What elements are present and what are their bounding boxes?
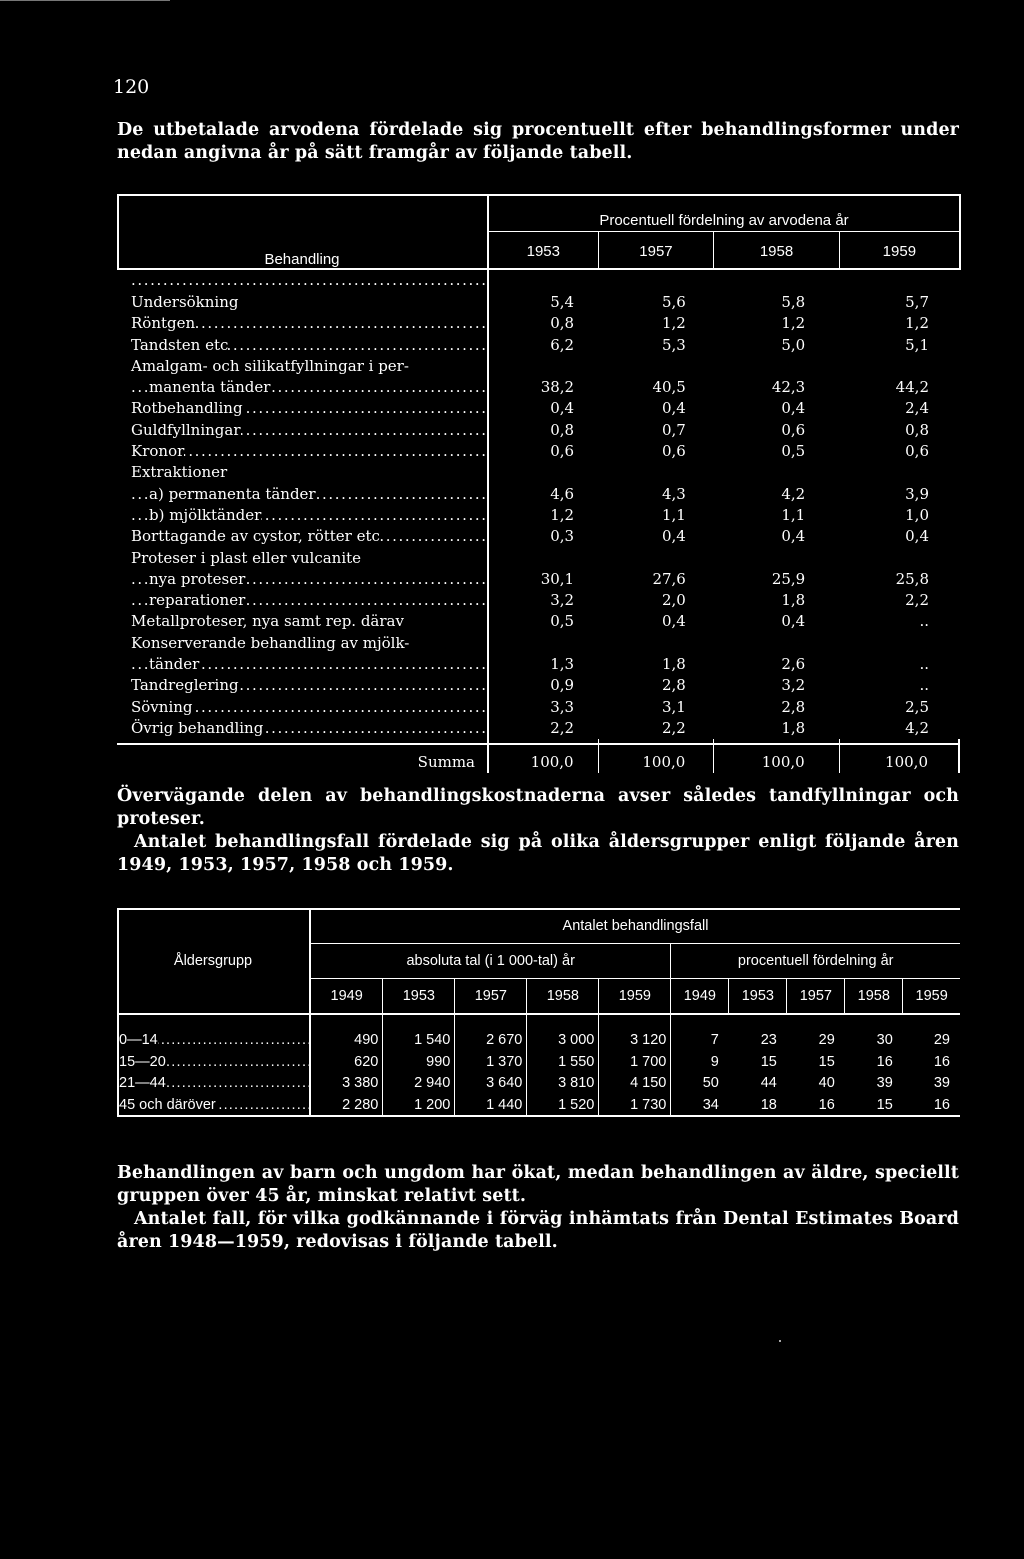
cell-value: .. bbox=[919, 612, 929, 631]
age-group-text: 21—44 bbox=[119, 1075, 166, 1092]
row-label bbox=[117, 335, 488, 356]
cell-value: 2,8 bbox=[661, 676, 686, 695]
age-group-text: 15—20 bbox=[119, 1053, 166, 1070]
row-label bbox=[117, 697, 488, 718]
percent-value: 16 bbox=[876, 1053, 893, 1070]
cell-value: 3,2 bbox=[550, 591, 575, 610]
cell-value bbox=[839, 462, 959, 483]
cell-value bbox=[839, 548, 959, 569]
cell-value: 25,9 bbox=[771, 569, 806, 588]
year-header: 1959 bbox=[882, 242, 917, 260]
percent-value: 29 bbox=[818, 1032, 835, 1048]
table-row bbox=[117, 313, 959, 334]
paragraph-text: Antalet behandlingsfall fördelade sig på olika åldersgrupper enligt följande åren 1949, 1953, 1957, 1958 och 1959. bbox=[117, 832, 959, 875]
cell-value: 1,8 bbox=[781, 591, 806, 610]
cell-value bbox=[839, 633, 959, 654]
paragraph-text: Övervägande delen av behandlingskostnaderna avser således tandfyllningar och proteser. bbox=[117, 786, 959, 829]
table-row bbox=[117, 548, 959, 569]
cell-value: 0,8 bbox=[905, 420, 929, 439]
row-label bbox=[117, 611, 488, 632]
percent-value: 50 bbox=[702, 1075, 719, 1092]
cell-value bbox=[839, 356, 959, 377]
table-row bbox=[117, 441, 959, 462]
row-label bbox=[117, 398, 488, 419]
cell-value: 2,4 bbox=[905, 399, 929, 418]
table-row bbox=[117, 356, 959, 377]
cell-value: 2,0 bbox=[661, 591, 686, 610]
table2-body bbox=[117, 1013, 960, 1116]
cell-value: 0,6 bbox=[781, 420, 806, 439]
cell-value: 0,4 bbox=[661, 527, 686, 546]
sum-value: 100,0 bbox=[598, 739, 714, 773]
table-row bbox=[117, 526, 959, 547]
cell-value: 0,4 bbox=[661, 612, 686, 631]
cell-value bbox=[488, 356, 598, 377]
row-label bbox=[117, 633, 488, 654]
cell-value: 42,3 bbox=[771, 378, 806, 397]
cell-value: 5,4 bbox=[550, 293, 575, 311]
cell-value: 4,3 bbox=[661, 484, 686, 503]
table-row bbox=[117, 335, 959, 356]
cell-value: 0,6 bbox=[905, 442, 929, 461]
cell-value: 2,8 bbox=[781, 697, 806, 716]
cell-value: 0,4 bbox=[661, 399, 686, 418]
intro-paragraph bbox=[117, 119, 959, 165]
table-row bbox=[117, 484, 959, 505]
row-label bbox=[117, 377, 488, 398]
cell-value: 0,4 bbox=[781, 527, 806, 546]
table-row bbox=[117, 611, 959, 632]
cell-value: 1,1 bbox=[781, 505, 806, 524]
cell-value: 40,5 bbox=[652, 378, 686, 397]
intro-text: De utbetalade arvodena fördelade sig procentuellt efter behandlingsformer under nedan angivna år på sätt framgår av följande tabell. bbox=[117, 120, 959, 163]
absolute-value: 1 540 bbox=[383, 1013, 455, 1051]
treatment-column-header: Behandling bbox=[117, 196, 488, 270]
cell-value bbox=[598, 462, 714, 483]
row-label bbox=[117, 313, 488, 334]
year-header: 1949 bbox=[671, 979, 729, 1014]
treatment-distribution-table bbox=[117, 196, 960, 773]
year-header: 1953 bbox=[729, 979, 787, 1014]
cell-value: 1,2 bbox=[781, 314, 806, 333]
cell-value: 27,6 bbox=[652, 569, 686, 588]
row-label bbox=[117, 441, 488, 462]
table-row bbox=[117, 590, 959, 611]
year-header: 1958 bbox=[527, 979, 599, 1014]
cell-value: 4,6 bbox=[550, 484, 575, 503]
age-group-table bbox=[117, 909, 960, 1116]
year-header: 1953 bbox=[488, 232, 598, 271]
table-row bbox=[117, 398, 959, 419]
cell-value: .. bbox=[919, 655, 929, 674]
cell-value: 0,9 bbox=[550, 676, 575, 695]
row-label-text: tänder bbox=[149, 655, 200, 674]
year-header: 1957 bbox=[598, 232, 714, 271]
cell-value: 2,2 bbox=[661, 718, 686, 737]
sum-label: Summa bbox=[117, 739, 488, 773]
cell-value: 1,2 bbox=[661, 314, 686, 333]
row-label-text: reparationer bbox=[149, 591, 246, 610]
row-label-text: nya proteser bbox=[149, 569, 246, 588]
cell-value: 1,2 bbox=[905, 314, 929, 333]
year-header: 1959 bbox=[915, 988, 948, 1004]
cell-value: 3,1 bbox=[661, 697, 686, 716]
cell-value: 2,2 bbox=[905, 591, 929, 610]
percent-value: 29 bbox=[933, 1032, 950, 1048]
cell-value: 1,8 bbox=[781, 718, 806, 737]
year-header: 1958 bbox=[714, 232, 839, 271]
row-label bbox=[117, 462, 488, 483]
cell-value bbox=[714, 356, 839, 377]
row-label bbox=[117, 420, 488, 441]
cell-value bbox=[714, 462, 839, 483]
age-group-label bbox=[117, 1051, 310, 1073]
absolute-value: 2 280 bbox=[310, 1094, 383, 1116]
table-row bbox=[117, 505, 959, 526]
absolute-value: 490 bbox=[310, 1013, 383, 1051]
cell-value: 1,3 bbox=[550, 655, 575, 674]
sum-value: 100,0 bbox=[488, 739, 598, 773]
cell-value: 0,5 bbox=[781, 442, 806, 461]
table-row bbox=[117, 675, 959, 696]
absolute-value: 4 150 bbox=[599, 1073, 671, 1095]
row-label-text: Borttagande av cystor, rötter etc bbox=[131, 527, 380, 546]
percent-value: 15 bbox=[818, 1053, 835, 1070]
table-row bbox=[117, 420, 959, 441]
percent-value: 39 bbox=[933, 1075, 950, 1092]
absolute-value: 3 640 bbox=[455, 1073, 527, 1095]
speck bbox=[779, 1340, 781, 1342]
absolute-value: 2 940 bbox=[383, 1073, 455, 1095]
percent-value: 44 bbox=[760, 1075, 777, 1092]
percent-value: 40 bbox=[818, 1075, 835, 1092]
cell-value: 5,0 bbox=[781, 335, 806, 354]
table-row bbox=[117, 270, 959, 313]
table-row bbox=[117, 1094, 960, 1116]
cases-header: Antalet behandlingsfall bbox=[310, 909, 960, 944]
cell-value: 6,2 bbox=[550, 335, 575, 354]
percent-value: 9 bbox=[710, 1053, 719, 1070]
cell-value: 1,2 bbox=[550, 505, 575, 524]
cell-value: .. bbox=[919, 676, 929, 695]
table-row bbox=[117, 633, 959, 654]
second-paragraph bbox=[117, 785, 959, 877]
row-label bbox=[117, 505, 488, 526]
cell-value: 0,8 bbox=[550, 420, 575, 439]
year-header: 1953 bbox=[383, 979, 455, 1014]
row-label-text: Sövning bbox=[131, 697, 193, 716]
row-label-text: Extraktioner bbox=[131, 463, 228, 482]
absolute-value: 1 730 bbox=[599, 1094, 671, 1116]
row-label-text: Kronor bbox=[131, 442, 185, 461]
sum-value: 100,0 bbox=[714, 739, 839, 773]
cell-value: 2,5 bbox=[905, 697, 929, 716]
top-rule bbox=[0, 0, 170, 1]
row-label-text: Röntgen bbox=[131, 314, 196, 333]
row-label-text: Konserverande behandling av mjölk- bbox=[131, 633, 410, 652]
cell-value: 2,2 bbox=[550, 718, 575, 737]
percent-value: 16 bbox=[933, 1053, 950, 1070]
absolute-value: 1 370 bbox=[455, 1051, 527, 1073]
table1-body bbox=[117, 270, 959, 773]
row-label-text: Tandreglering bbox=[131, 676, 239, 695]
row-label-text: Tandsten etc bbox=[131, 335, 229, 354]
row-label-text: Rotbehandling bbox=[131, 399, 243, 418]
year-header: 1957 bbox=[787, 979, 845, 1014]
cell-value bbox=[598, 548, 714, 569]
percent-value: 16 bbox=[933, 1096, 950, 1113]
paragraph-text: Antalet fall, för vilka godkännande i förväg inhämtats från Dental Estimates Board åren 1948—1959, redovisas i följande tabell. bbox=[117, 1209, 959, 1252]
absolute-value: 1 440 bbox=[455, 1094, 527, 1116]
percent-value: 18 bbox=[760, 1096, 777, 1113]
cell-value: 0,6 bbox=[661, 442, 686, 461]
table-row bbox=[117, 377, 959, 398]
cell-value: 0,3 bbox=[550, 527, 575, 546]
cell-value: 0,6 bbox=[550, 442, 575, 461]
year-header: 1949 bbox=[310, 979, 383, 1014]
absolute-value: 620 bbox=[310, 1051, 383, 1073]
table-row bbox=[117, 462, 959, 483]
age-group-label bbox=[117, 1073, 310, 1095]
cell-value: 0,8 bbox=[550, 314, 575, 333]
table-row bbox=[117, 1073, 960, 1095]
cell-value: 2,6 bbox=[781, 655, 806, 674]
row-label bbox=[117, 675, 488, 696]
cell-value bbox=[488, 548, 598, 569]
cell-value: 4,2 bbox=[781, 484, 806, 503]
cell-value: 5,1 bbox=[905, 335, 929, 354]
cell-value: 5,6 bbox=[661, 293, 686, 311]
table-row bbox=[117, 654, 959, 675]
absolute-value: 1 700 bbox=[599, 1051, 671, 1073]
row-label bbox=[117, 484, 488, 505]
cell-value: 1,8 bbox=[661, 655, 686, 674]
row-label bbox=[117, 569, 488, 590]
table-row bbox=[117, 569, 959, 590]
age-group-column-header: Åldersgrupp bbox=[117, 909, 310, 1013]
percent-value: 15 bbox=[760, 1053, 777, 1070]
row-label-text: Övrig behandling bbox=[131, 718, 264, 737]
percent-value: 34 bbox=[702, 1096, 719, 1113]
cell-value: 3,9 bbox=[905, 484, 929, 503]
absolute-value: 3 810 bbox=[527, 1073, 599, 1095]
sum-value: 100,0 bbox=[839, 739, 959, 773]
cell-value: 3,2 bbox=[781, 676, 806, 695]
cell-value: 0,4 bbox=[781, 612, 806, 631]
percent-header: procentuell fördelning år bbox=[671, 944, 960, 979]
cell-value: 0,7 bbox=[661, 420, 686, 439]
row-label bbox=[117, 356, 488, 377]
cell-value: 44,2 bbox=[895, 378, 929, 397]
table-row bbox=[117, 1013, 960, 1051]
row-label bbox=[117, 526, 488, 547]
absolute-value: 3 380 bbox=[310, 1073, 383, 1095]
cell-value: 0,5 bbox=[550, 612, 575, 631]
absolute-value: 1 520 bbox=[527, 1094, 599, 1116]
year-header: 1957 bbox=[455, 979, 527, 1014]
absolute-value: 990 bbox=[383, 1051, 455, 1073]
age-group-text: 0—14 bbox=[119, 1032, 158, 1049]
absolute-value: 3 120 bbox=[599, 1013, 671, 1051]
cell-value: 0,4 bbox=[781, 399, 806, 418]
cell-value bbox=[598, 356, 714, 377]
cell-value: 1,1 bbox=[661, 505, 686, 524]
absolute-value: 1 550 bbox=[527, 1051, 599, 1073]
table-row bbox=[117, 697, 959, 718]
cell-value: 5,8 bbox=[781, 293, 806, 311]
percent-value: 39 bbox=[876, 1075, 893, 1092]
cell-value bbox=[714, 548, 839, 569]
row-label-text: Amalgam- och silikatfyllningar i per- bbox=[131, 356, 409, 375]
year-header: 1959 bbox=[599, 979, 671, 1014]
row-label-text: Undersökning bbox=[131, 293, 239, 311]
age-group-label bbox=[117, 1013, 310, 1051]
row-label-text: Proteser i plast eller vulcanite bbox=[131, 548, 362, 567]
cell-value: 1,0 bbox=[905, 505, 929, 524]
cell-value: 4,2 bbox=[905, 718, 929, 737]
absolute-value: 2 670 bbox=[455, 1013, 527, 1051]
percent-value: 16 bbox=[818, 1096, 835, 1113]
row-label bbox=[117, 590, 488, 611]
cell-value bbox=[488, 462, 598, 483]
percent-distribution-header: Procentuell fördelning av arvodena år bbox=[488, 196, 959, 232]
cell-value: 5,7 bbox=[905, 293, 929, 311]
row-label bbox=[117, 548, 488, 569]
third-paragraph bbox=[117, 1162, 959, 1254]
row-label bbox=[117, 718, 488, 739]
absolute-numbers-header: absoluta tal (i 1 000-tal) år bbox=[310, 944, 671, 979]
absolute-value: 1 200 bbox=[383, 1094, 455, 1116]
cell-value: 3,3 bbox=[550, 697, 575, 716]
table-row bbox=[117, 1051, 960, 1073]
cell-value bbox=[598, 633, 714, 654]
absolute-value: 3 000 bbox=[527, 1013, 599, 1051]
row-label-text: Metallproteser, nya samt rep. därav bbox=[131, 612, 404, 631]
cell-value: 25,8 bbox=[895, 569, 929, 588]
page-number: 120 bbox=[113, 76, 150, 98]
percent-value: 7 bbox=[710, 1032, 719, 1048]
cell-value bbox=[714, 633, 839, 654]
table-row bbox=[117, 718, 959, 739]
percent-value: 23 bbox=[760, 1032, 777, 1048]
year-header: 1958 bbox=[845, 979, 903, 1014]
row-label-text: b) mjölktänder bbox=[149, 505, 262, 524]
row-label-text: a) permanenta tänder bbox=[149, 484, 316, 503]
row-label bbox=[117, 654, 488, 675]
age-group-label bbox=[117, 1094, 310, 1116]
row-label bbox=[117, 270, 488, 313]
cell-value: 5,3 bbox=[661, 335, 686, 354]
cell-value: 38,2 bbox=[540, 378, 575, 397]
percent-value: 15 bbox=[876, 1096, 893, 1113]
cell-value: 0,4 bbox=[905, 527, 929, 546]
age-group-text: 45 och däröver bbox=[119, 1096, 216, 1113]
cell-value bbox=[488, 633, 598, 654]
cell-value: 30,1 bbox=[540, 569, 575, 588]
percent-value: 30 bbox=[876, 1032, 893, 1048]
sum-row bbox=[117, 739, 959, 773]
cell-value: 0,4 bbox=[550, 399, 575, 418]
row-label-text: Guldfyllningar bbox=[131, 420, 241, 439]
paragraph-text: Behandlingen av barn och ungdom har ökat, medan behandlingen av äldre, speciellt gruppen över 45 år, minskat relativt sett. bbox=[117, 1163, 959, 1206]
row-label-text: manenta tänder bbox=[149, 378, 271, 397]
